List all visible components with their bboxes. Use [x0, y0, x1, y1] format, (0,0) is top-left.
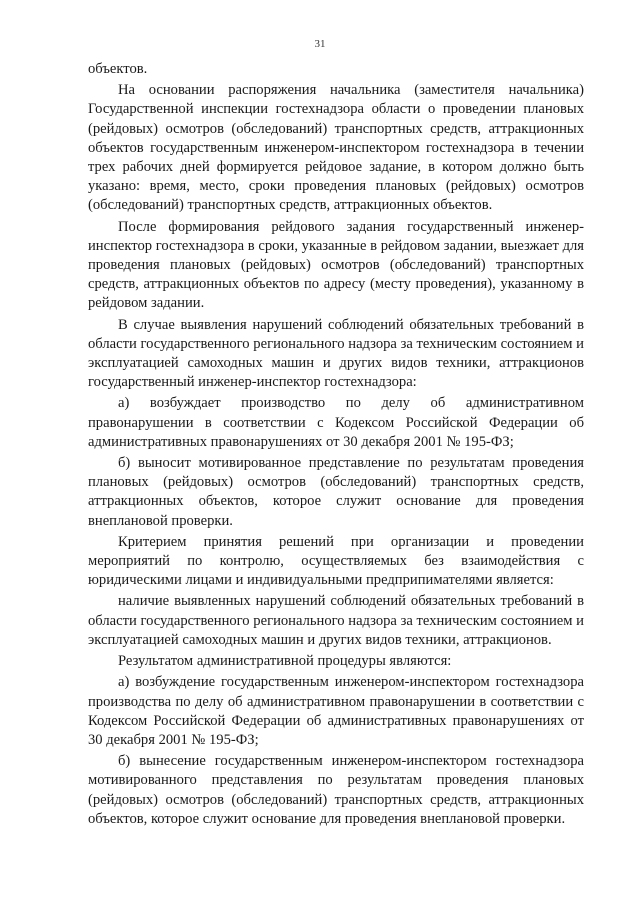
list-item: а) возбуждает производство по делу об административном правонарушении в соответствии с Кодексом Российской Федерации об административных правонарушениях от 30 декабря 2001 № 195-ФЗ; [88, 395, 584, 450]
paragraph: наличие выявленных нарушений соблюдений обязательных требований в области государственного регионального надзора за техническим состоянием и эксплуатацией самоходных машин и других видов техники, аттракционов. [88, 593, 584, 648]
document-body [88, 60, 584, 829]
paragraph: Результатом административной процедуры являются: [118, 653, 452, 670]
list-item: а) возбуждение государственным инженером-инспектором гостехнадзора производства по делу об административном правонарушении в соответствии с Кодексом Российской Федерации об административных правонарушениях от 30 декабря 2001 № 195-ФЗ; [88, 674, 584, 748]
paragraph: В случае выявления нарушений соблюдений обязательных требований в области государственного регионального надзора за техническим состоянием и эксплуатацией самоходных машин и других видов техники, аттракционов государственный инженер-инспектор гостехнадзора: [88, 316, 584, 391]
page-number: 31 [314, 38, 326, 50]
list-item: б) выносит мотивированное представление по результатам проведения плановых (рейдовых) осмотров (обследований) транспортных средств, аттракционных объектов, которое служит основание для проведения внеплановой проверки. [88, 455, 584, 529]
list-item: б) вынесение государственным инженером-инспектором гостехнадзора мотивированного представления по результатам проведения плановых (рейдовых) осмотров (обследований) транспортных средств, аттракционных объектов, которое служит основание для проведения внеплановой проверки. [88, 753, 584, 827]
paragraph: После формирования рейдового задания государственный инженер-инспектор гостехнадзора в сроки, указанные в рейдовом задании, выезжает для проведения плановых (рейдовых) осмотров (обследований) транспортных средств, аттракционных объектов по адресу (месту проведения), указанному в рейдовом задании. [88, 218, 584, 312]
paragraph: объектов. [88, 61, 148, 77]
paragraph: На основании распоряжения начальника (заместителя начальника) Государственной инспекции гостехнадзора области о проведении плановых (рейдовых) осмотров (обследований) транспортных средств, аттракционных объектов государственным инженером-инспектором гостехнадзора в течении трех рабочих дней формируется рейдовое задание, в котором должно быть указано: время, место, сроки проведения плановых (рейдовых) осмотров (обследований) транспортных средств, аттракционных объектов. [88, 82, 584, 214]
paragraph: Критерием принятия решений при организации и проведении мероприятий по контролю, осуществляемых без взаимодействия с юридическими лицами и индивидуальными предприпимателями является: [88, 533, 584, 589]
